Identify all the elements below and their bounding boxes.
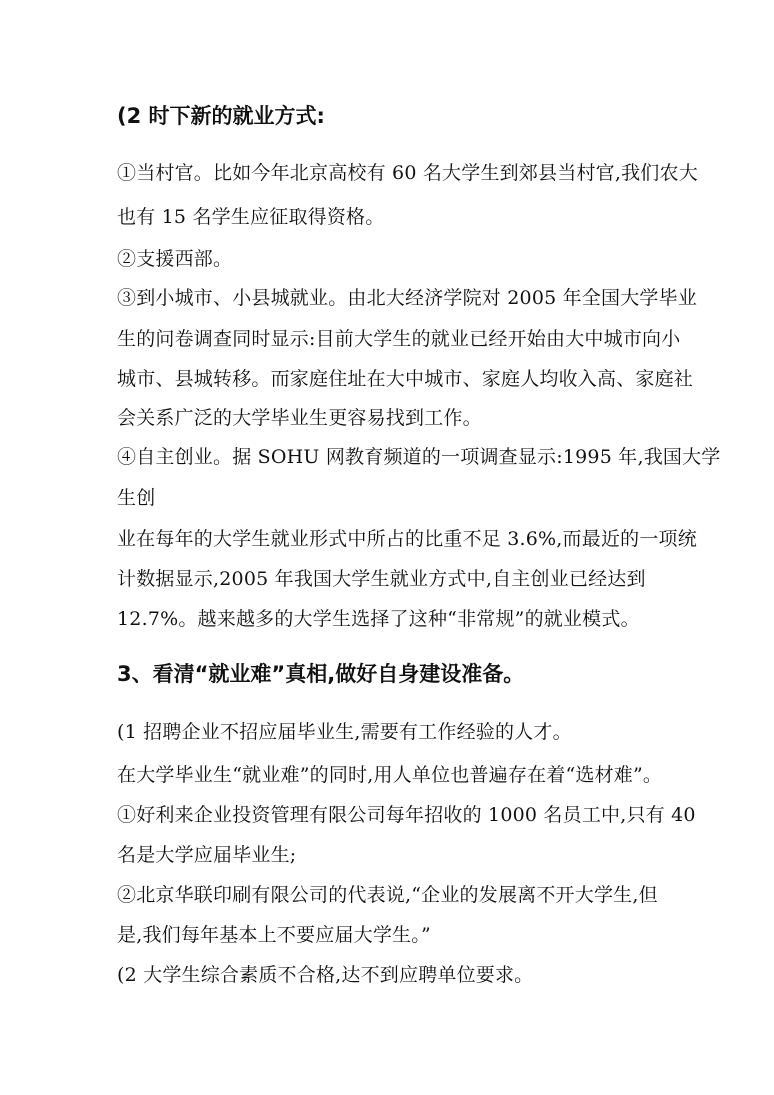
paragraph-line: 名是大学应届毕业生;	[117, 844, 297, 866]
paragraph-line: ④自主创业。据 SOHU 网教育频道的一项调查显示:1995 年,我国大学	[117, 446, 721, 468]
paragraph-line: (1 招聘企业不招应届毕业生,需要有工作经验的人才。	[117, 721, 572, 743]
paragraph-line: ③到小城市、小县城就业。由北大经济学院对 2005 年全国大学毕业	[117, 287, 698, 309]
section-heading-new-employment-ways: (2 时下新的就业方式:	[117, 104, 325, 128]
paragraph-line: ①当村官。比如今年北京高校有 60 名大学生到郊县当村官,我们农大	[117, 162, 698, 184]
paragraph-line: 12.7%。越来越多的大学生选择了这种“非常规”的就业模式。	[117, 608, 640, 630]
paragraph-line: 会关系广泛的大学毕业生更容易找到工作。	[117, 407, 482, 429]
paragraph-line: 生的问卷调查同时显示:目前大学生的就业已经开始由大中城市向小	[117, 328, 681, 350]
paragraph-line: ①好利来企业投资管理有限公司每年招收的 1000 名员工中,只有 40	[117, 804, 696, 826]
paragraph-line: (2 大学生综合素质不合格,达不到应聘单位要求。	[117, 964, 534, 986]
section-heading-employment-difficulty: 3、看清“就业难”真相,做好自身建设准备。	[117, 662, 525, 686]
paragraph-line: 计数据显示,2005 年我国大学生就业方式中,自主创业已经达到	[117, 568, 646, 590]
paragraph-line: 是,我们每年基本上不要应届大学生。”	[117, 924, 431, 946]
paragraph-line: 城市、县城转移。而家庭住址在大中城市、家庭人均收入高、家庭社	[117, 368, 694, 390]
paragraph-line: ②北京华联印刷有限公司的代表说,“企业的发展离不开大学生,但	[117, 884, 658, 906]
paragraph-line: 在大学毕业生“就业难”的同时,用人单位也普遍存在着“选材难”。	[117, 764, 663, 786]
paragraph-line: 也有 15 名学生应征取得资格。	[117, 206, 385, 228]
paragraph-line: ②支援西部。	[117, 248, 233, 270]
paragraph-line: 业在每年的大学生就业形式中所占的比重不足 3.6%,而最近的一项统	[117, 528, 697, 550]
paragraph-line: 生创	[117, 487, 156, 509]
